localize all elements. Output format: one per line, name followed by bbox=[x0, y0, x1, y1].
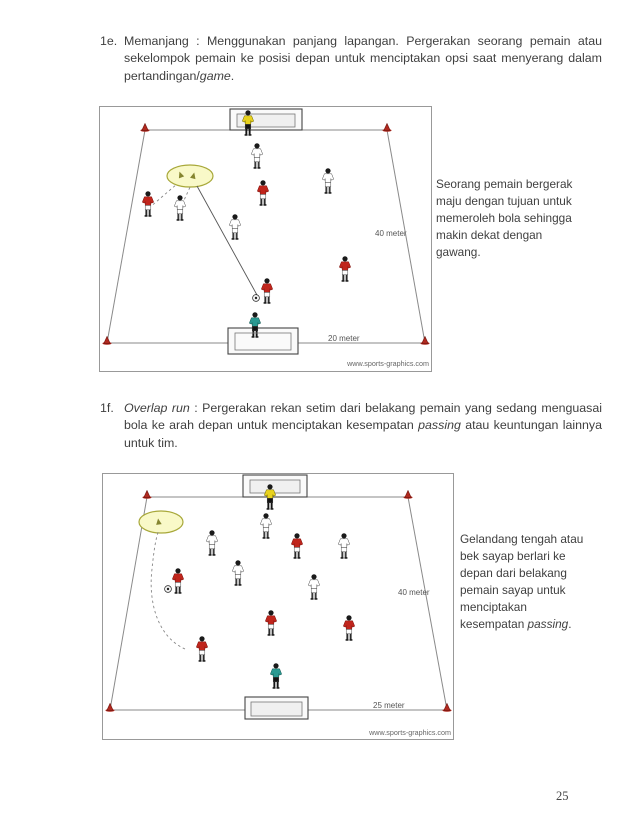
soccer-drill-diagram-2 bbox=[102, 473, 454, 740]
diagram-2-caption-italic: passing bbox=[527, 617, 569, 631]
soccer-field-2 bbox=[102, 473, 454, 740]
paragraph-1f-text-b: atau keuntungan lainnya untuk tim. bbox=[124, 418, 602, 450]
goal-bottom bbox=[245, 697, 308, 719]
distance-label-depth: 40 meter bbox=[398, 588, 430, 597]
list-label-1e: 1e. bbox=[100, 34, 118, 48]
paragraph-1e-period: . bbox=[230, 68, 235, 83]
distance-label-width: 20 meter bbox=[328, 334, 360, 343]
paragraph-1e bbox=[100, 33, 602, 85]
list-label-1f: 1f. bbox=[100, 401, 114, 415]
page-number: 25 bbox=[556, 789, 569, 803]
goal-top bbox=[230, 109, 302, 130]
paragraph-1e-italic-term: game bbox=[199, 68, 231, 83]
distance-label-depth: 40 meter bbox=[375, 229, 407, 238]
watermark: www.sports-graphics.com bbox=[369, 728, 451, 737]
distance-label-width: 25 meter bbox=[373, 701, 405, 710]
paragraph-1f bbox=[100, 400, 602, 452]
diagram-2-caption-period: . bbox=[568, 617, 572, 631]
diagram-2-caption bbox=[460, 531, 584, 633]
diagram-1-caption: Seorang pemain bergerak maju dengan tujuan untuk memeroleh bola sehingga makin dekat dengan gawang. bbox=[436, 177, 573, 259]
paragraph-1f-italic-lead: Overlap run bbox=[124, 401, 190, 415]
paragraph-1f-text-a: : Pergerakan rekan setim dari belakang pemain yang sedang menguasai bola ke arah depan untuk menciptakan kesempatan bbox=[124, 401, 602, 433]
watermark: www.sports-graphics.com bbox=[347, 359, 429, 368]
paragraph-1e-text: Memanjang : Menggunakan panjang lapangan. Pergerakan seorang pemain atau sekelompok pemain ke posisi depan untuk menciptakan opsi saat menyerang dalam pertandingan/ bbox=[124, 34, 602, 83]
diagram-2-caption-text: Gelandang tengah atau bek sayap berlari ke depan dari belakang pemain sayap untuk menciptakan kesempatan bbox=[460, 532, 584, 631]
ball-icon bbox=[253, 295, 260, 302]
soccer-drill-diagram-1 bbox=[99, 106, 432, 372]
soccer-field-1 bbox=[99, 106, 432, 372]
highlight-ellipse bbox=[139, 511, 183, 533]
paragraph-1f-italic-mid: passing bbox=[418, 418, 461, 433]
highlight-ellipse bbox=[167, 165, 213, 187]
ball-icon bbox=[165, 586, 172, 593]
